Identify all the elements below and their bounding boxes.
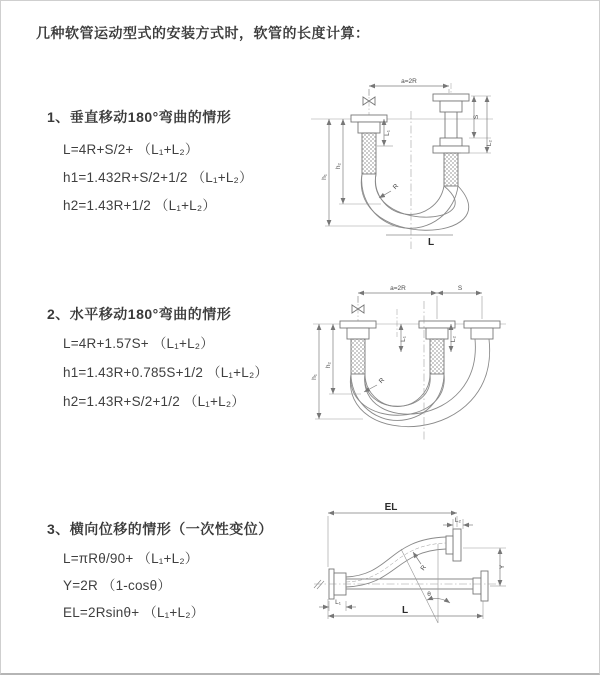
d1-r-leader: [379, 191, 391, 198]
d2-label-l2: L₂: [450, 335, 457, 343]
d2-label-s: S: [457, 285, 463, 292]
d3-label-y: Y: [499, 564, 506, 570]
diagram-lateral-displacement: [301, 501, 586, 661]
d1-label-l2: L₂: [486, 139, 493, 147]
d1-label-a2r: a=2R: [401, 78, 417, 85]
d2-label-h2: h₂: [325, 361, 332, 369]
diagram-vertical-180-bend: [301, 71, 551, 266]
d3-upper-flange: [446, 529, 461, 561]
d3-label-el: EL: [384, 502, 398, 513]
d3-label-l1: L₁: [335, 599, 341, 606]
d2-left-fitting: [340, 321, 376, 374]
d1-right-fitting: [433, 94, 469, 186]
d2-label-a2r: a=2R: [390, 285, 406, 292]
d3-s-curve-hose: [346, 537, 446, 587]
d3-theta-construction: [401, 544, 450, 623]
section1-heading: 1、垂直移动180°弯曲的情形: [47, 109, 232, 125]
d1-label-s: S: [473, 114, 480, 120]
diagram2-svg: [301, 279, 561, 464]
section3-formula-EL: EL=2Rsinθ+ （L₁+L₂）: [63, 605, 205, 620]
d2-label-l1: L₁: [400, 336, 407, 342]
section1-formula-h2: h2=1.43R+1/2 （L₁+L₂）: [63, 198, 217, 213]
d2-label-r: R: [377, 376, 387, 386]
d3-break-mark: [314, 580, 324, 589]
section3-formula-L: L=πRθ/90+ （L₁+L₂）: [63, 551, 199, 566]
diagram3-svg: [301, 501, 586, 661]
d1-label-h2: h₂: [335, 162, 342, 170]
d1-label-h1: h₁: [321, 174, 328, 180]
section2-formula-h1: h1=1.43R+0.785S+1/2 （L₁+L₂）: [63, 365, 269, 380]
section1-formula-h1: h1=1.432R+S/2+1/2 （L₁+L₂）: [63, 170, 253, 185]
section1-formula-L: L=4R+S/2+ （L₁+L₂）: [63, 142, 199, 157]
d3-label-l2: L₂: [454, 517, 462, 524]
section2-heading: 2、水平移动180°弯曲的情形: [47, 306, 232, 322]
d2-dim-top: [358, 293, 482, 319]
d2-label-h1: h₁: [311, 374, 318, 380]
page-title: 几种软管运动型式的安装方式时，软管的长度计算：: [36, 25, 370, 41]
section3-formula-Y: Y=2R （1-cosθ）: [63, 578, 172, 593]
d1-label-l1: L₁: [384, 130, 391, 136]
d3-lower-right-flange: [473, 571, 488, 601]
section2-formula-h2: h2=1.43R+S/2+1/2 （L₁+L₂）: [63, 394, 245, 409]
d1-left-fitting: [351, 115, 387, 174]
d1-label-r: R: [391, 182, 401, 192]
d3-label-theta: θ: [427, 591, 431, 598]
diagram-horizontal-180-bend: [301, 279, 561, 464]
d2-middle-fitting: [419, 321, 455, 374]
d3-label-r: R: [419, 564, 428, 573]
diagram1-svg: [301, 71, 551, 266]
section2-formula-L: L=4R+1.57S+ （L₁+L₂）: [63, 336, 214, 351]
d2-hose-curves: [350, 339, 489, 427]
section3-heading: 3、横向位移的情形（一次性变位）: [47, 521, 273, 537]
d1-label-l: L: [427, 237, 435, 248]
d3-dim-el: [328, 513, 457, 567]
d3-label-l: L: [401, 605, 409, 616]
d2-right-fitting: [464, 321, 500, 339]
